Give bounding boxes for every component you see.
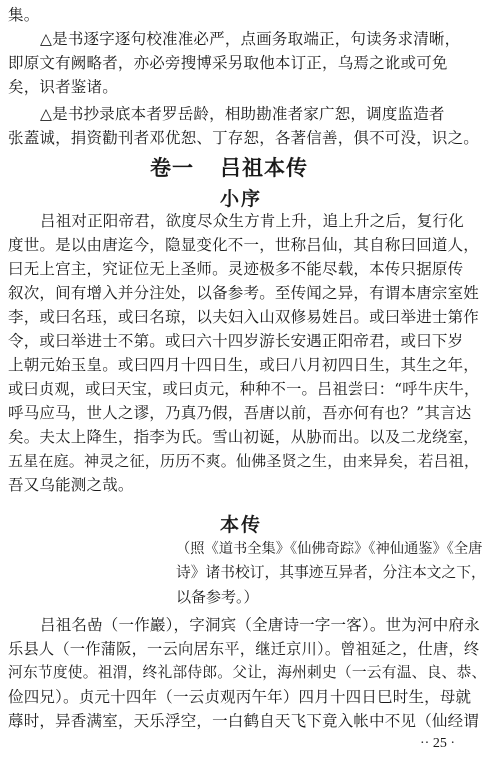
volume-title	[150, 152, 350, 182]
biography-line: 河东节度使。祖渭，终礼部侍郎。父让，海州刺史（一云有温、良、恭、	[8, 664, 487, 681]
biography-line: 乐县人（一作蒲阪，一云向居东平，继迁京川）。曾祖延之，仕唐，终	[8, 640, 480, 658]
preface-line: 吾又乌能测之哉。	[8, 476, 134, 494]
biography-line: 吕祖名嵒（一作巖），字洞宾（全唐诗一字一客）。世为河中府永	[40, 616, 480, 634]
page-number: ·· 25 ·	[420, 736, 455, 751]
text-line: 矣，识者鉴诸。	[8, 78, 118, 96]
preface-line: 度世。是以由唐迄今，隐显变化不一，世称吕仙，其自称曰回道人，	[8, 236, 480, 254]
text-line: △是书抄录底本者罗岳龄，相助勘准者家广恕，调度监造者	[40, 105, 445, 123]
volume-name: 吕祖本传	[220, 155, 308, 180]
source-note-line: 以备参考。）	[176, 588, 259, 606]
preface-line: 李，或曰名珏，或曰名琼，以夫妇入山双修易姓吕。或曰举进士第作	[8, 308, 480, 326]
source-note-line: 诗》诸书校订，其事迹互异者，分注本文之下，	[176, 564, 486, 581]
preface-line: 五星在庭。神灵之征，历历不爽。仙佛圣贤之生，由来异矣，若吕祖，	[8, 452, 480, 470]
text-line: 集。	[8, 6, 40, 24]
biography-title: 本传	[220, 514, 263, 536]
preface-line: 吕祖对正阳帝君，欲度尽众生方肯上升，追上升之后，复行化	[40, 212, 464, 230]
volume-number: 卷一	[150, 155, 194, 180]
preface-line: 矣。夫太上降生，指李为氏。雪山初诞，从胁而出。以及二龙绕室，	[8, 428, 480, 446]
text-line: 张蓋诚，捐资勸刊者邓优恕、丁存恕，各著信善，俱不可没，识之。	[8, 129, 480, 147]
preface-line: 或曰贞观，或曰天宝，或曰贞元，种种不一。吕祖尝曰：“呼牛庆牛，	[8, 380, 480, 398]
biography-line: 俭四兄）。贞元十四年（一云贞观丙午年）四月十四日巳时生，母就	[8, 688, 472, 706]
preface-line: 叙次，间有增入并分注处，以备参考。至传闻之异，有谓本唐宗室姓	[8, 284, 480, 302]
preface-line: 呼马应马，世人之谬，乃真乃假，吾唐以前，吾亦何有也？”其言达	[8, 404, 472, 422]
preface-title: 小序	[220, 188, 263, 210]
preface-line: 上朝元始玉皇。或曰四月十四日生，或曰八月初四日生，其生之年，	[8, 356, 480, 374]
source-note-line: （照《道书全集》《仙佛奇踪》《神仙通鉴》《全唐	[176, 541, 483, 557]
preface-line: 曰无上宫主，究证位无上圣师。灵迹极多不能尽载，本传只据原传	[8, 260, 464, 278]
text-line: 即原文有阙略者，亦必旁搜博采另取他本订正，乌焉之讹或可免	[8, 54, 448, 72]
biography-line: 蓐时，异香满室，天乐浮空，一白鹤自天飞下竟入帐中不见（仙经谓	[8, 712, 480, 730]
text-line: △是书逐字逐句校准准必严，点画务取端正，句读务求清晰，	[40, 30, 461, 48]
preface-line: 令，或曰举进士不第。或曰六十四岁游长安遇正阳帝君，或曰下岁	[8, 332, 464, 350]
